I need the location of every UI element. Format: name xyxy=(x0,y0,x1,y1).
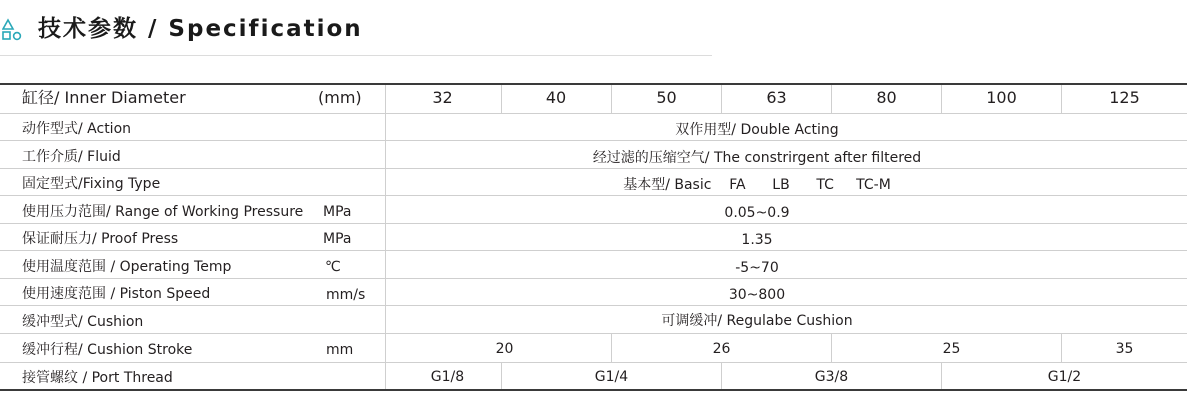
row-value: 30~800 xyxy=(728,287,786,303)
row-divider xyxy=(0,195,1187,196)
row-label: 工作介质/ Fluid xyxy=(22,149,121,165)
bore-unit: (mm) xyxy=(318,88,362,107)
bore-value: 40 xyxy=(545,88,567,107)
row-label: 使用压力范围/ Range of Working Pressure xyxy=(22,204,304,220)
row-value: 基本型/ Basic FA LB TC TC-M xyxy=(623,177,891,193)
row-unit: mm/s xyxy=(326,287,366,303)
row-divider xyxy=(0,333,1187,334)
table-bottom-rule xyxy=(0,389,1187,391)
column-divider xyxy=(611,85,612,113)
row-divider xyxy=(0,278,1187,279)
row-value: 可调缓冲/ Regulabe Cushion xyxy=(661,313,853,329)
row-divider xyxy=(0,223,1187,224)
port-label: 接管螺纹 / Port Thread xyxy=(22,370,173,386)
row-value: -5~70 xyxy=(735,260,779,276)
port-value: G3/8 xyxy=(814,369,849,385)
port-value: G1/4 xyxy=(594,369,629,385)
bore-value: 80 xyxy=(876,88,897,107)
stroke-label: 缓冲行程/ Cushion Stroke xyxy=(22,342,193,358)
bore-value: 32 xyxy=(432,88,453,107)
row-label: 保证耐压力/ Proof Press xyxy=(22,231,179,247)
bore-value: 125 xyxy=(1109,88,1140,107)
stroke-value: 20 xyxy=(495,341,514,357)
row-value: 1.35 xyxy=(741,232,773,248)
table-top-rule xyxy=(0,83,1187,85)
port-value: G1/8 xyxy=(430,369,465,385)
stroke-value: 26 xyxy=(712,341,731,357)
row-label: 缓冲型式/ Cushion xyxy=(22,314,144,330)
row-value: 双作用型/ Double Acting xyxy=(675,122,839,138)
row-divider xyxy=(0,250,1187,251)
stroke-value: 35 xyxy=(1115,341,1134,357)
row-divider xyxy=(0,140,1187,141)
column-divider xyxy=(941,85,942,113)
row-unit: MPa xyxy=(323,231,352,247)
triangle-square-logo-icon xyxy=(2,18,22,42)
row-label: 使用速度范围 / Piston Speed xyxy=(22,286,211,302)
column-divider xyxy=(501,85,502,113)
stroke-unit: mm xyxy=(326,342,354,358)
column-divider xyxy=(1061,85,1062,113)
column-divider xyxy=(831,85,832,113)
section-header xyxy=(0,0,1187,60)
row-divider xyxy=(0,362,1187,363)
stroke-value: 25 xyxy=(942,341,961,357)
row-unit: MPa xyxy=(323,204,352,220)
bore-value: 50 xyxy=(656,88,677,107)
row-divider xyxy=(0,305,1187,306)
row-divider xyxy=(0,113,1187,114)
column-divider xyxy=(721,85,722,113)
bore-label: 缸径/ Inner Diameter xyxy=(22,88,186,107)
page-title: 技术参数 / Specification xyxy=(38,16,363,42)
bore-value: 100 xyxy=(986,88,1017,107)
spec-table xyxy=(0,83,1187,393)
title-divider xyxy=(0,55,712,56)
row-unit: ℃ xyxy=(325,259,341,275)
row-label: 使用温度范围 / Operating Temp xyxy=(22,259,232,275)
row-value: 经过滤的压缩空气/ The constrirgent after filtered xyxy=(592,150,922,166)
row-divider xyxy=(0,168,1187,169)
row-label: 固定型式/Fixing Type xyxy=(22,176,161,192)
port-value: G1/2 xyxy=(1047,369,1082,385)
bore-value: 63 xyxy=(766,88,787,107)
row-label: 动作型式/ Action xyxy=(22,121,132,137)
row-value: 0.05~0.9 xyxy=(724,205,790,221)
